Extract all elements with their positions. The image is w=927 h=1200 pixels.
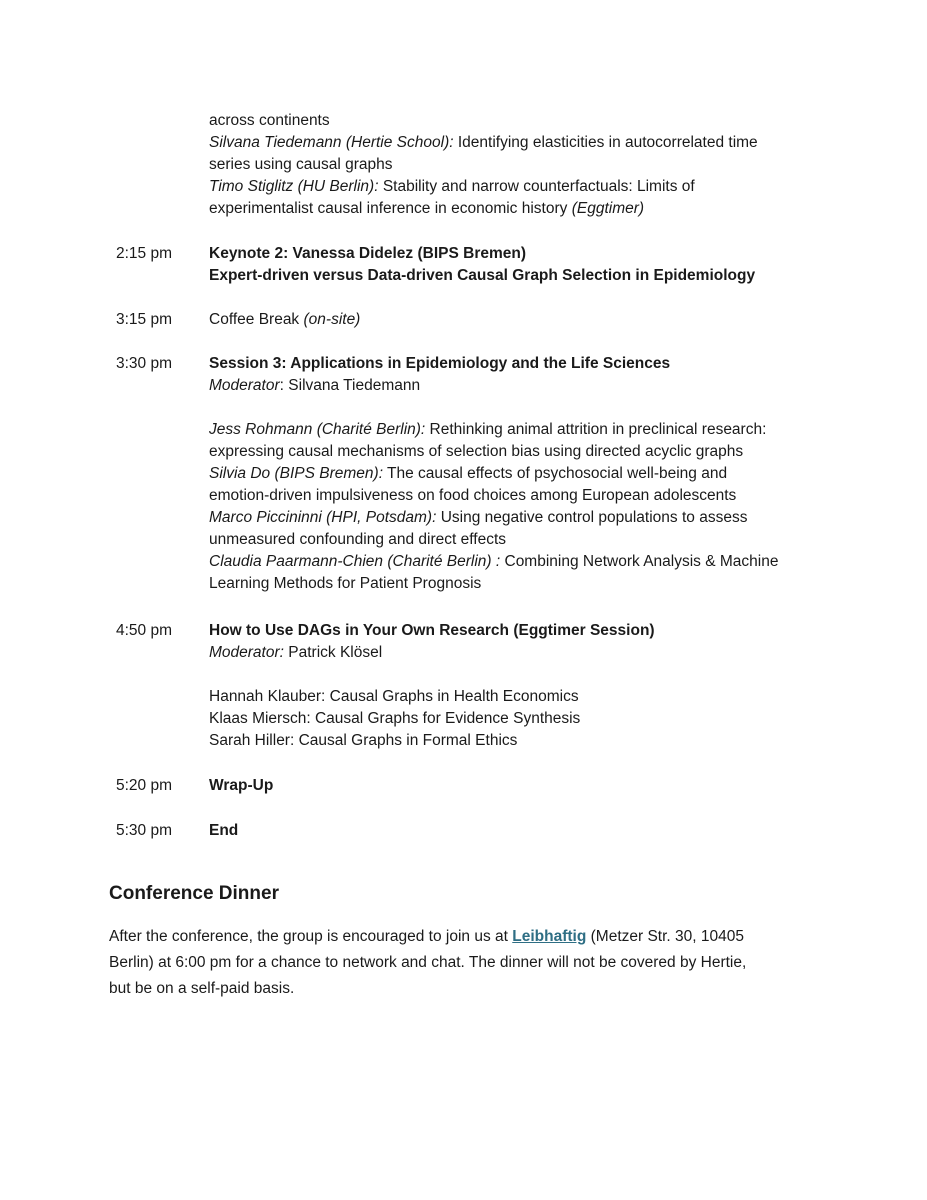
speaker: Timo Stiglitz (HU Berlin): <box>209 178 379 195</box>
speaker: Silvia Do (BIPS Bremen): <box>209 465 383 482</box>
talk-line: Silvia Do (BIPS Bremen): The causal effects of psychosocial well-being and <box>209 465 728 482</box>
slot-time: 2:15 pm <box>116 245 173 262</box>
talk-line: Claudia Paarmann-Chien (Charité Berlin) : Combining Network Analysis & Machine <box>209 553 779 570</box>
slot-title: Keynote 2: Vanessa Didelez (BIPS Bremen) <box>209 245 527 262</box>
moderator: Moderator: Silvana Tiedemann <box>209 377 421 394</box>
talk-line: Klaas Miersch: Causal Graphs for Evidence Synthesis <box>209 710 581 727</box>
talk-line: across continents <box>209 112 330 129</box>
slot-subtitle: Expert-driven versus Data-driven Causal Graph Selection in Epidemiology <box>209 267 756 284</box>
moderator: Moderator: Patrick Klösel <box>209 644 383 661</box>
slot-time: 5:30 pm <box>116 822 173 839</box>
leibhaftig-link[interactable]: Leibhaftig <box>512 928 587 945</box>
talk-line: Hannah Klauber: Causal Graphs in Health Economics <box>209 688 579 705</box>
talk-line: unmeasured confounding and direct effects <box>209 531 506 548</box>
speaker: Claudia Paarmann-Chien (Charité Berlin) : <box>209 553 501 570</box>
speaker: Silvana Tiedemann (Hertie School): <box>209 134 454 151</box>
slot-title: End <box>209 822 239 839</box>
talk-line: Timo Stiglitz (HU Berlin): Stability and narrow counterfactuals: Limits of <box>209 178 695 195</box>
slot-time: 5:20 pm <box>116 777 173 794</box>
talk-line: expressing causal mechanisms of selection bias using directed acyclic graphs <box>209 443 744 460</box>
slot-title: Wrap-Up <box>209 777 274 794</box>
talk-line: series using causal graphs <box>209 156 393 173</box>
talk-line: Learning Methods for Patient Prognosis <box>209 575 482 592</box>
slot-title: Coffee Break (on-site) <box>209 311 361 328</box>
slot-time: 4:50 pm <box>116 622 173 639</box>
talk-line: Sarah Hiller: Causal Graphs in Formal Ethics <box>209 732 518 749</box>
talk-line: emotion-driven impulsiveness on food choices among European adolescents <box>209 487 737 504</box>
talk-line: Marco Piccininni (HPI, Potsdam): Using negative control populations to assess <box>209 509 748 526</box>
section-heading-conference-dinner: Conference Dinner <box>109 883 279 904</box>
dinner-paragraph: After the conference, the group is encouraged to join us at Leibhaftig (Metzer Str. 30, 10405 Berlin) at 6:00 pm for a chance to network and chat. The dinner will not be covered by Hertie, but be on a self-paid basis. <box>109 928 747 997</box>
talk-line: experimentalist causal inference in economic history (Eggtimer) <box>209 200 645 217</box>
eggtimer-note: (Eggtimer) <box>571 200 645 217</box>
speaker: Marco Piccininni (HPI, Potsdam): <box>209 509 437 526</box>
slot-title: How to Use DAGs in Your Own Research (Eggtimer Session) <box>209 622 655 639</box>
talk-line: Silvana Tiedemann (Hertie School): Identifying elasticities in autocorrelated time <box>209 134 758 151</box>
slot-time: 3:15 pm <box>116 311 173 328</box>
session-continuation <box>209 110 849 220</box>
slot-time: 3:30 pm <box>116 355 173 372</box>
slot-title: Session 3: Applications in Epidemiology and the Life Sciences <box>209 355 671 372</box>
talk-line: Jess Rohmann (Charité Berlin): Rethinking animal attrition in preclinical research: <box>209 421 767 438</box>
speaker: Jess Rohmann (Charité Berlin): <box>209 421 426 438</box>
